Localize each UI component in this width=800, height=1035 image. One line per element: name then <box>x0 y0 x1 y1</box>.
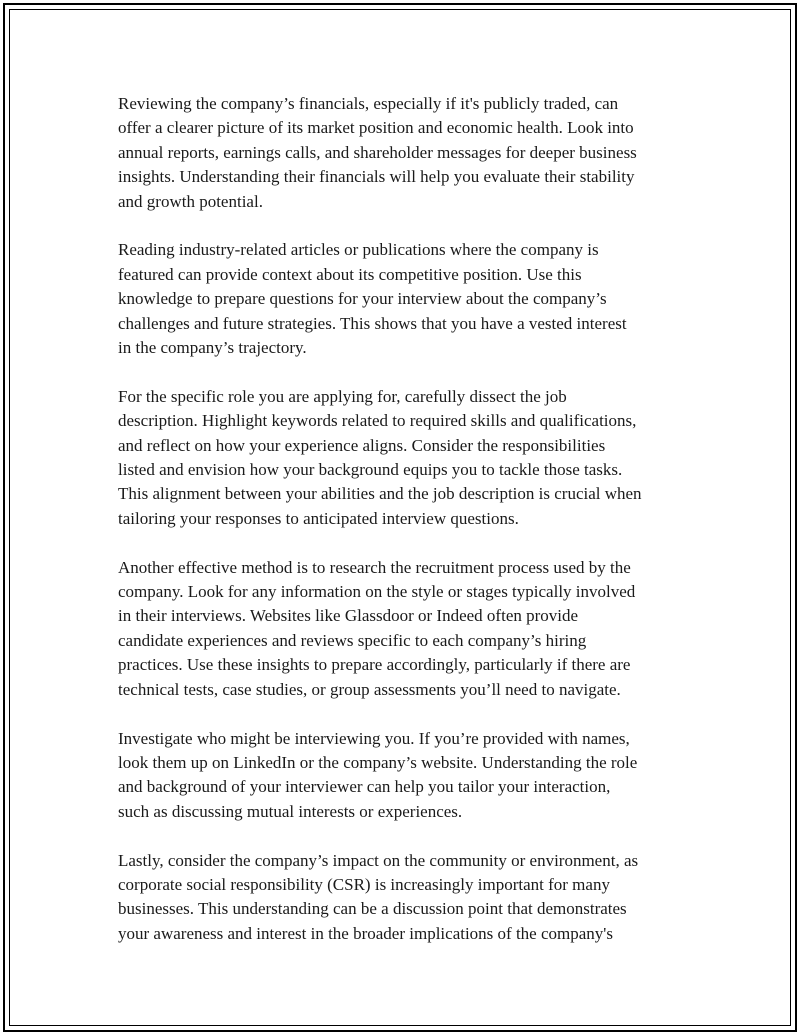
paragraph-csr: Lastly, consider the company’s impact on the community or environment, as corporate social responsibility (CSR) is increasingly important for many businesses. This understanding can be a discussion point that demonstrates your awareness and interest in the broader implications of the company's <box>118 850 639 943</box>
paragraph-industry-articles: Reading industry-related articles or publications where the company is featured can provide context about its competitive position. Use this knowledge to prepare questions for your interview about the company’s challenges and future strategies. This shows that you have a vested interest in the company’s trajectory. <box>118 240 627 358</box>
paragraph-job-description: For the specific role you are applying for, carefully dissect the job description. Highlight keywords related to required skills and qualifications, and reflect on how your experience aligns. Consider the responsibilities listed and envision how your background equips you to tackle those tasks. This alignment between your abilities and the job description is crucial when tailoring your responses to anticipated interview questions. <box>118 386 642 528</box>
paragraph-financials: Reviewing the company’s financials, especially if it's publicly traded, can offer a clearer picture of its market position and economic health. Look into annual reports, earnings calls, and shareholder messages for deeper business insights. Understanding their financials will help you evaluate their stability and growth potential. <box>118 94 637 211</box>
document-body <box>118 92 690 971</box>
paragraph-recruitment-process: Another effective method is to research the recruitment process used by the company. Look for any information on the style or stages typically involved in their interviews. Websites like Glassdoor or Indeed often provide candidate experiences and reviews specific to each company’s hiring practices. Use these insights to prepare accordingly, particularly if there are technical tests, case studies, or group assessments you’ll need to navigate. <box>118 557 636 699</box>
paragraph-interviewers: Investigate who might be interviewing you. If you’re provided with names, look them up on LinkedIn or the company’s website. Understanding the role and background of your interviewer can help you tailor your interaction, such as discussing mutual interests or experiences. <box>118 728 638 821</box>
